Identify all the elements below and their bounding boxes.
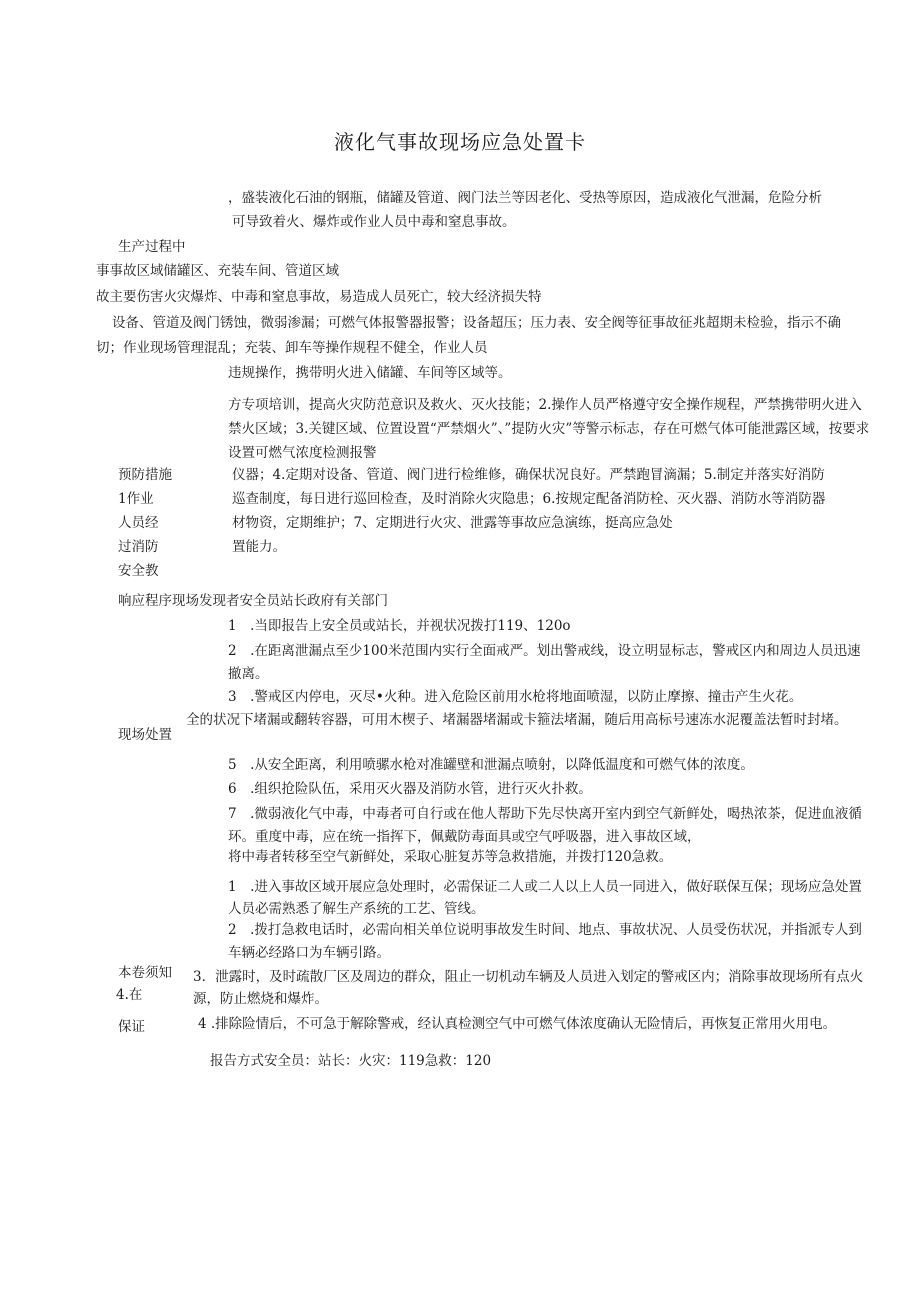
response-header: 响应程序现场发现者安全员站长政府有关部门 (118, 593, 388, 609)
note-3: 3．泄露时，及时疏散厂区及周边的群众，阻止一切机动车辆及人员进入划定的警戒区内；消除事故现场所有点火源，防止燃烧和爆炸。 (193, 969, 864, 1007)
process-label: 生产过程中 (118, 239, 186, 255)
risk-line-1: ，盛装液化石油的钢瓶，储罐及管道、阀门法兰等因老化、受热等原因，造成液化气泄漏，危险分析 (228, 190, 822, 206)
response-step-1: 1 .当即报告上安全员或站长，并视状况拨打119、120o (228, 618, 571, 634)
response-step-7b: 将中毒者转移至空气新鲜处，采取心脏复苏等急救措施，并拨打120急救。 (228, 849, 673, 865)
notes-label: 4.在 (116, 987, 143, 1003)
signs-line-1: 设备、管道及阀门锈蚀，微弱渗漏；可燃气体报警器报警；设备超压；压力表、安全阀等征事故征兆超期未检验，指示不确 (112, 315, 841, 331)
prevention-line: 置能力。 (232, 539, 286, 555)
prevention-line: 材物资，定期维护；7、定期进行火灾、泄露等事故应急演练，挺高应急处 (232, 515, 673, 531)
response-step-2: 2 .在距离泄漏点至少100米范围内实行全面戒严。划出警戒线，设立明显标志，警戒区内和周边人员迅速撤离。 (228, 643, 861, 682)
note-2: 2 .拨打急救电话时，必需向相关单位说明事故发生时间、地点、事故状况、人员受伤状况，并指派专人到车辆必经路口为车辆引路。 (228, 922, 862, 961)
note-4: 4 .排除险情后，不可急于解除警戒，经认真检测空气中可燃气体浓度确认无险情后，再恢复正常用火用电。 (198, 1016, 837, 1032)
prevention-label: 预防措施 (118, 467, 172, 483)
response-step-7: 7 .微弱液化气中毒，中毒者可自行或在他人帮助下先尽快离开室内到空气新鲜处，喝热浓茶，促进血液循环。重度中毒，应在统一指挥下，佩戴防毒面具或空气呼吸器，进入事故区域， (228, 806, 862, 845)
note-1: 1 .进入事故区域开展应急处理时，必需保证二人或二人以上人员一同进入，做好联保互保；现场应急处置人员必需熟悉了解生产系统的工艺、管线。 (228, 879, 862, 917)
prevention-label: 安全教 (118, 563, 159, 579)
response-step-4: 全的状况下堵漏或翻转容器，可用木楔子、堵漏器堵漏或卡箍法堵漏，随后用高标号速冻水泥覆盖法暂时封堵。 (186, 712, 848, 728)
prevention-line: 巡查制度，每日进行巡回检查，及时消除火灾隐患；6.按规定配备消防栓、灭火器、消防水等消防器 (232, 491, 826, 507)
prevention-label: 人员经 (118, 515, 159, 531)
prevention-label: 1作业 (118, 491, 154, 507)
notes-label: 保证 (118, 1019, 145, 1035)
response-step-3: 3 .警戒区内停电，灭尽•火种。进入危险区前用水枪将地面喷湿，以防止摩擦、撞击产生火花。 (228, 689, 803, 705)
signs-line-2: 切；作业现场管理混乱；充装、卸车等操作规程不健全，作业人员 (96, 340, 488, 356)
risk-line-2: 可导致着火、爆炸或作业人员中毒和窒息事故。 (232, 214, 516, 230)
prevention-label: 过消防 (118, 539, 159, 555)
page-title: 液化气事故现场应急处置卡 (334, 130, 586, 154)
notes-label: 本卷须知 (118, 965, 172, 981)
main-harm: 故主要伤害火灾爆炸、中毒和窒息事故，易造成人员死亡，较大经济损失特 (96, 289, 542, 305)
response-step-6: 6 .组织抢险队伍，采用灭火器及消防水管，进行灭火扑救。 (228, 781, 592, 797)
response-label: 现场处置 (118, 727, 172, 743)
signs-line-3: 违规操作，携带明火进入储罐、车间等区域等。 (228, 365, 512, 381)
accident-area: 事事故区域储罐区、充装车间、管道区域 (96, 263, 339, 279)
prevention-paragraph: 方专项培训，提高火灾防范意识及救火、灭火技能；2.操作人员严格遵守安全操作规程，严禁携带明火进入禁火区域；3.关键区域、位置设置“严禁烟火”、”提防火灾”等警示标志，存在可燃气体可能泄露区域，按要求设置可燃气浓度检测报警 (228, 397, 870, 461)
prevention-line: 仪器；4.定期对设备、管道、阀门进行检维修，确保状况良好。严禁跑冒滴漏；5.制定并落实好消防 (232, 467, 825, 483)
report-method: 报告方式安全员：站长：火灾：119急救：120 (210, 1053, 492, 1069)
response-step-5: 5 .从安全距离，利用喷骡水枪对准罐壁和泄漏点喷射，以降低温度和可燃气体的浓度。 (228, 757, 754, 773)
